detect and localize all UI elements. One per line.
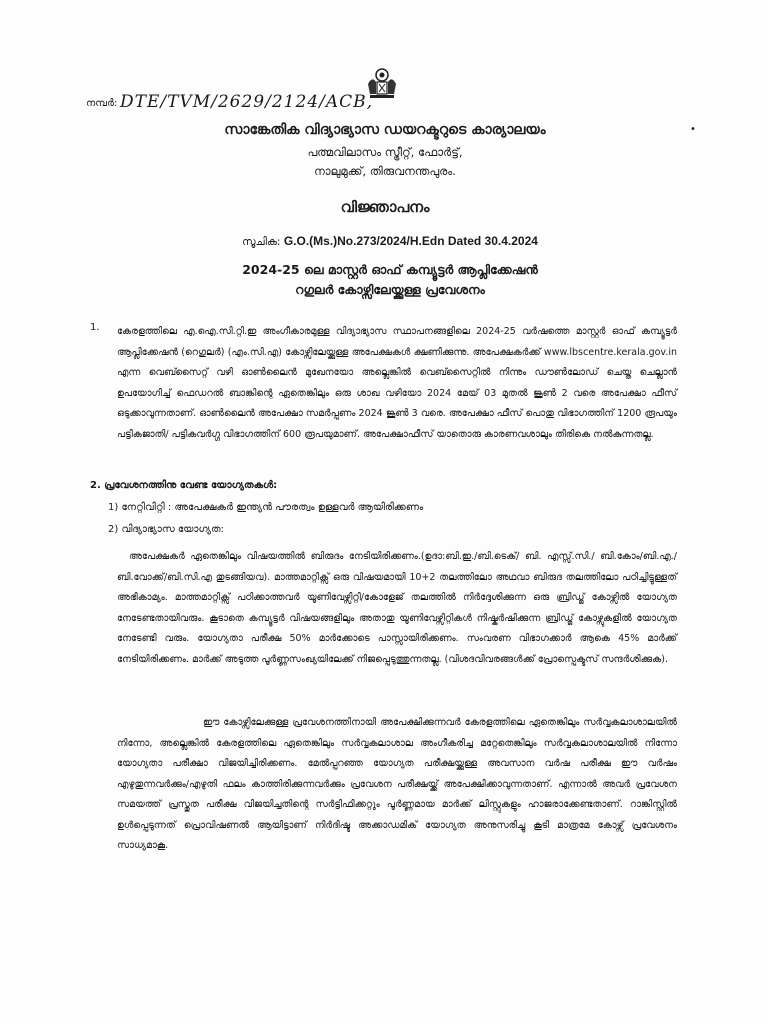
reference-line bbox=[150, 234, 630, 249]
government-order: G.O.(Ms.)No.273/2024/H.Edn Dated 30.4.2024 bbox=[283, 234, 538, 248]
reference-label: നമ്പർ: bbox=[86, 98, 118, 109]
reference-number: DTE/TVM/2629/2124/ACB, bbox=[120, 92, 374, 112]
qualification-item: 2) വിദ്യാഭ്യാസ യോഗ്യത: bbox=[108, 524, 224, 535]
section1-number: 1. bbox=[90, 322, 100, 333]
qualification-paragraph: അപേക്ഷകർ ഏതെങ്കിലും വിഷയത്തിൽ ബിരുദം നേടിയിരിക്കണം.(ഉദാ:ബി.ഇ./ബി.ടെക്/ ബി. എസ്സ്.സി./ ബി.കോം/ബി.എ./ബി.വോക്ക്/ബി.സി.എ തുടങ്ങിയവ). മാത്തമാറ്റിക്സ് ഒരു വിഷയമായി 10+2 തലത്തിലോ അഥവാ ബിരുദ തലത്തിലോ പഠിച്ചിട്ടുള്ളത് അഭികാമ്യം. മാത്തമാറ്റിക്സ് പഠിക്കാത്തവർ യൂണിവേഴ്സിറ്റി/കോളേജ് തലത്തിൽ നിർദ്ദേശിക്കുന്ന ഒരു ബ്രിഡ്ജ് കോഴ്സിൽ യോഗ്യത നേടേണ്ടതായിവരും. കൂടാതെ കമ്പ്യൂട്ടർ വിഷയങ്ങളിലും അതാതു യൂണിവേഴ്സിറ്റികൾ നിഷ്കർഷിക്കുന്ന ബ്രിഡ്ജ് കോഴ്സുകളിൽ യോഗ്യത നേടേണ്ടി വരും. യോഗ്യതാ പരീക്ഷ 50% മാർക്കോടെ പാസ്സായിരിക്കണം. സംവരണ വിഭാഗക്കാർ ആകെ 45% മാർക്ക് നേടിയിരിക്കണം. മാർക്ക് അടുത്ത പൂർണ്ണസംഖ്യയിലേക്ക് നിജപ്പെടുത്തുന്നതല്ല. (വിശദവിവരങ്ങൾക്ക് പ്രോസ്പെക്ടസ് സന്ദർശിക്കുക). bbox=[117, 551, 677, 665]
stray-mark: • bbox=[690, 124, 696, 135]
notification-title: വിജ്ഞാപനം bbox=[340, 198, 430, 216]
eligibility-paragraph: ഈ കോഴ്സിലേക്കുള്ള പ്രവേശനത്തിനായി അപേക്ഷിക്കുന്നവർ കേരളത്തിലെ ഏതെങ്കിലും സർവ്വകലാശാലയിൽ നിന്നോ, അല്ലെങ്കിൽ കേരളത്തിലെ ഏതെങ്കിലും സർവ്വകലാശാല അംഗീകരിച്ച മറ്റേതെങ്കിലും സർവ്വകലാശാലയിൽ നിന്നോ യോഗ്യതാ പരീക്ഷാ വിജയിച്ചിരിക്കണം. മേൽപ്പറഞ്ഞ യോഗ്യത പരീക്ഷയ്ക്കുള്ള അവസാന വർഷ പരീക്ഷ ഈ വർഷം എഴുതുന്നവർക്കും/എഴുതി ഫലം കാത്തിരിക്കുന്നവർക്കും പ്രവേശന പരീക്ഷയ്ക്ക് അപേക്ഷിക്കാവുന്നതാണ്. എന്നാൽ അവർ പ്രവേശന സമയത്ത് പ്രസ്തുത പരീക്ഷ വിജയിച്ചതിന്റെ സർട്ടിഫിക്കറ്റും പൂർണ്ണമായ മാർക്ക് ലിസ്റ്റുകളും ഹാജരാക്കേണ്ടതാണ്. റാങ്കിസ്റ്റിൽ ഉൾപ്പെടുന്നത് പ്രൊവിഷണൽ ആയിട്ടാണ് നിർദിഷ്ട അക്കാഡമിക് യോഗ്യത അനുസരിച്ചു കൂടി മാത്രമേ കോഴ്സ് പ്രവേശനം സാധ്യമാകൂ. bbox=[117, 717, 677, 851]
section2-heading: 2. പ്രവേശനത്തിനു വേണ്ട യോഗ്യതകൾ: bbox=[90, 480, 278, 491]
subject-line-2: റഗുലർ കോഴ്സിലേയ്ക്കുള്ള പ്രവേശനം bbox=[295, 282, 485, 297]
office-city: നാലുമുക്ക്, തിരുവനന്തപുരം. bbox=[314, 164, 456, 178]
office-name: സാങ്കേതിക വിദ്യാഭ്യാസ ഡയറക്ടറുടെ കാര്യാലയം bbox=[224, 122, 546, 138]
nativity-item: 1) നേറ്റിവിറ്റി : അപേക്ഷകർ ഇന്ത്യൻ പൗരത്വം ഉള്ളവർ ആയിരിക്കണം bbox=[108, 502, 424, 513]
subject-line-1: 2024-25 ലെ മാസ്റ്റർ ഓഫ് കമ്പ്യൂട്ടർ ആപ്ലിക്കേഷൻ bbox=[242, 262, 538, 277]
office-street: പത്മവിലാസം സ്ട്രീറ്റ്, ഫോർട്ട്, bbox=[307, 145, 463, 159]
ref-line-label: സൂചിക: bbox=[242, 236, 281, 248]
section1-paragraph: കേരളത്തിലെ എ.ഐ.സി.റ്റി.ഇ അംഗീകാരമുള്ള വിദ്യാഭ്യാസ സ്ഥാപനങ്ങളിലെ 2024-25 വർഷത്തെ മാസ്റ്റർ ഓഫ് കമ്പ്യൂട്ടർ ആപ്ലിക്കേഷൻ (റെഗുലർ) (എം.സി.എ) കോഴ്സിലേയ്ക്കുള്ള അപേക്ഷകൾ ക്ഷണിക്കുന്നു. അപേക്ഷകർക്ക് www.lbscentre.kerala.gov.in എന്ന വെബ്സൈറ്റ് വഴി ഓൺലൈൻ മുഖേനയോ അല്ലെങ്കിൽ വെബ്സൈറ്റിൽ നിന്നും ഡൗൺലോഡ് ചെയ്ത ചെല്ലാൻ ഉപയോഗിച്ച് ഫെഡറൽ ബാങ്കിന്റെ ഏതെങ്കിലും ഒരു ശാഖ വഴിയോ 2024 മേയ് 03 മുതൽ ജൂൺ 2 വരെ അപേക്ഷാ ഫീസ് ഒടുക്കാവുന്നതാണ്. ഓൺലൈൻ അപേക്ഷാ സമർപ്പണം 2024 ജൂൺ 3 വരെ. അപേക്ഷാ ഫീസ് പൊതു വിഭാഗത്തിന് 1200 രൂപയും പട്ടികജാതി/ പട്ടികവർഗ്ഗ വിഭാഗത്തിന് 600 രൂപയുമാണ്. അപേക്ഷാഫീസ് യാതൊരു കാരണവശാലും തിരികെ നൽകുന്നതല്ല. bbox=[117, 326, 677, 440]
